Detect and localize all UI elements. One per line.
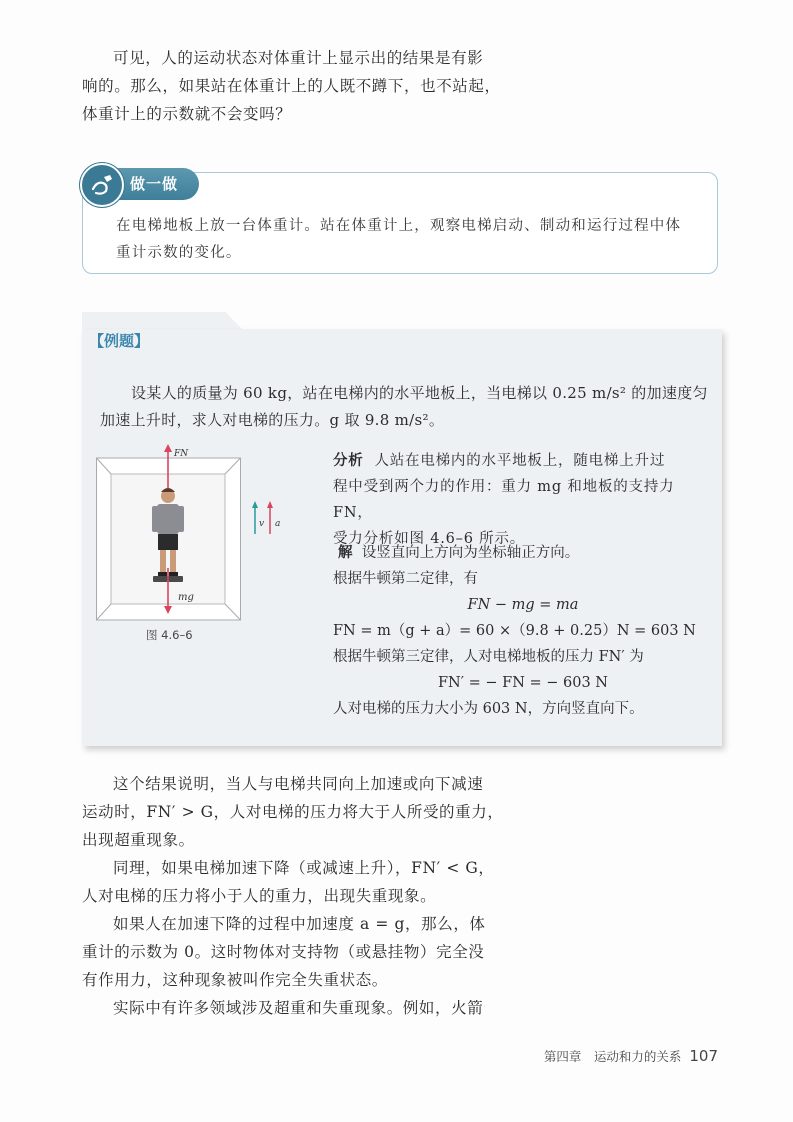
try-it-text bbox=[116, 213, 711, 267]
analysis-line: 程中受到两个力的作用：重力 mg 和地板的支持力 FN， bbox=[333, 479, 675, 521]
chapter-title: 第四章 运动和力的关系 bbox=[543, 1049, 682, 1064]
page-footer bbox=[544, 1047, 718, 1065]
body-line: 重计的示数为 0。这时物体对支持物（或悬挂物）完全没 bbox=[82, 943, 485, 961]
analysis-line: 受力分析如图 4.6–6 所示。 bbox=[333, 531, 526, 547]
body-line: 实际中有许多领域涉及超重和失重现象。例如，火箭 bbox=[113, 999, 484, 1017]
intro-line: 体重计上的示数就不会变吗？ bbox=[82, 105, 292, 123]
body-line: 这个结果说明，当人与电梯共同向上加速或向下减速 bbox=[113, 775, 484, 793]
fn-label: FN bbox=[174, 449, 189, 459]
body-line: 有作用力，这种现象被叫作完全失重状态。 bbox=[82, 971, 388, 989]
page-number: 107 bbox=[689, 1047, 718, 1065]
solution-equation: FN − mg = ma bbox=[467, 597, 579, 613]
question-line: 加速上升时，求人对电梯的压力。g 取 9.8 m/s²。 bbox=[100, 411, 445, 429]
question-line: 设某人的质量为 60 kg，站在电梯内的水平地板上，当电梯以 0.25 m/s² 的加速度匀 bbox=[131, 384, 708, 402]
solution-block bbox=[333, 540, 713, 722]
intro-line: 响的。那么，如果站在体重计上的人既不蹲下，也不站起， bbox=[82, 77, 501, 95]
analysis-block bbox=[333, 448, 713, 552]
example-label: 【例题】 bbox=[89, 332, 150, 350]
intro-line: 可见，人的运动状态对体重计上显示出的结果是有影 bbox=[113, 49, 484, 67]
mg-label: mg bbox=[178, 592, 194, 603]
intro-paragraph bbox=[82, 44, 502, 128]
solution-line: 设竖直向上方向为坐标轴正方向。 bbox=[361, 545, 580, 561]
velocity-acceleration-arrows bbox=[248, 498, 288, 538]
body-text bbox=[82, 770, 512, 1022]
solution-line: 人对电梯的压力大小为 603 N，方向竖直向下。 bbox=[333, 701, 644, 717]
try-it-line: 重计示数的变化。 bbox=[116, 245, 242, 261]
body-line: 运动时，FN′ > G，人对电梯的压力将大于人所受的重力， bbox=[82, 803, 504, 821]
body-line: 人对电梯的压力将小于人的重力，出现失重现象。 bbox=[82, 887, 437, 905]
body-line: 同理，如果电梯加速下降（或减速上升），FN′ < G， bbox=[113, 859, 495, 877]
solution-equation: FN′ = − FN = − 603 N bbox=[437, 675, 608, 691]
body-line: 如果人在加速下降的过程中加速度 a = g，那么，体 bbox=[113, 915, 486, 933]
a-label: a bbox=[275, 519, 281, 529]
analysis-line: 人站在电梯内的水平地板上，随电梯上升过 bbox=[374, 453, 666, 469]
figure-caption: 图 4.6–6 bbox=[146, 628, 193, 642]
try-it-label: 做一做 bbox=[84, 168, 199, 200]
v-label: v bbox=[259, 519, 265, 529]
example-question bbox=[100, 380, 710, 434]
try-it-line: 在电梯地板上放一台体重计。站在体重计上，观察电梯启动、制动和运行过程中体 bbox=[116, 218, 682, 234]
solution-title: 解 bbox=[338, 545, 353, 561]
elevator-figure bbox=[96, 440, 241, 621]
solution-line: 根据牛顿第二定律，有 bbox=[333, 571, 478, 587]
body-line: 出现超重现象。 bbox=[82, 831, 195, 849]
solution-line: 根据牛顿第三定律，人对电梯地板的压力 FN′ 为 bbox=[333, 649, 644, 665]
analysis-title: 分析 bbox=[333, 453, 364, 469]
hand-tool-icon bbox=[80, 163, 124, 207]
solution-equation: FN = m（g + a）= 60 ×（9.8 + 0.25）N = 603 N bbox=[333, 623, 696, 639]
